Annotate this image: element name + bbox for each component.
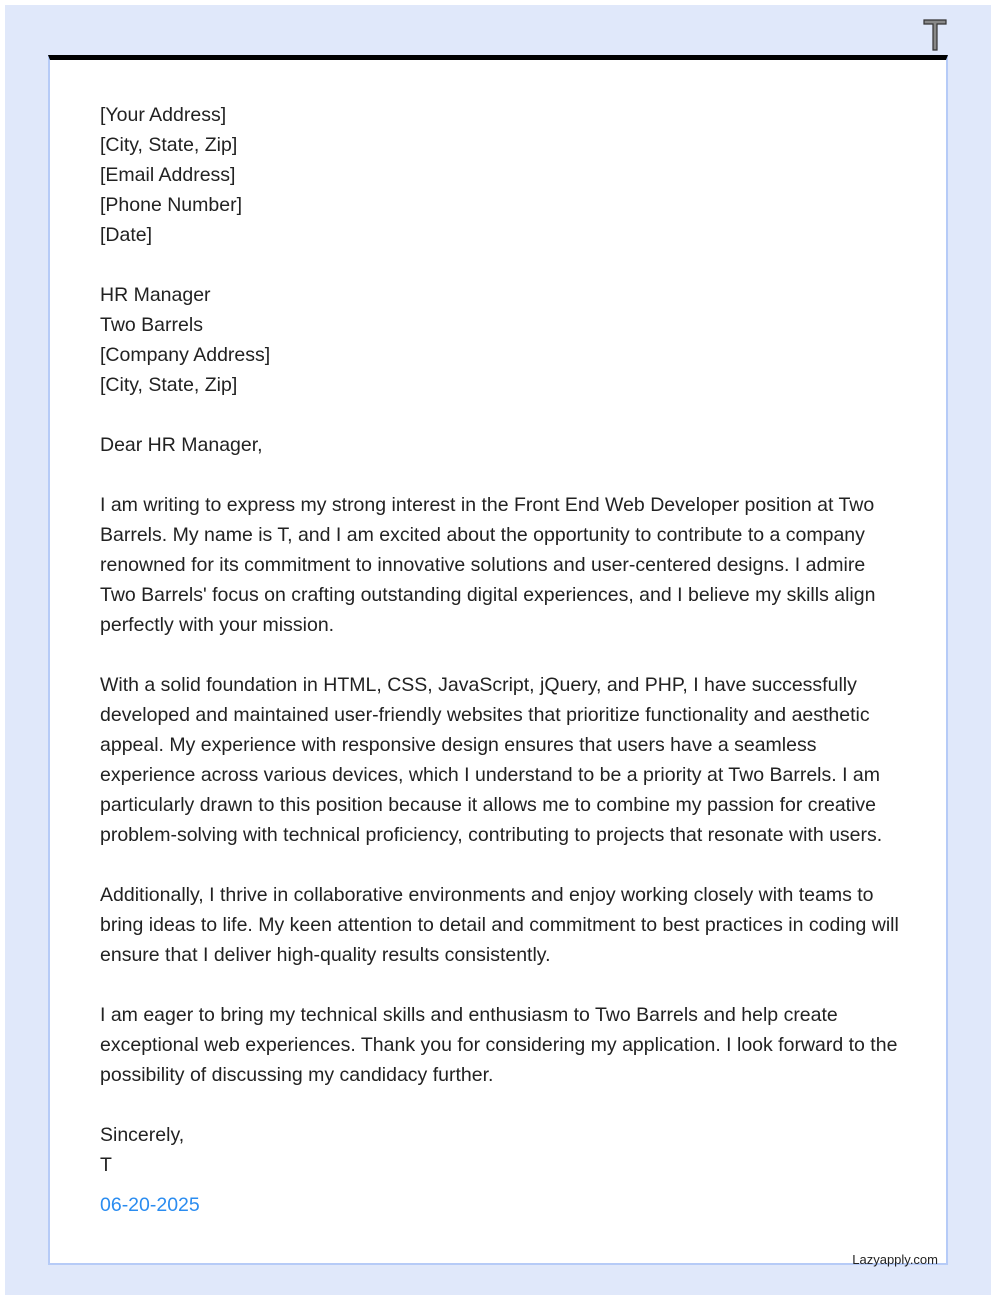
recipient-block bbox=[100, 280, 900, 400]
sender-block bbox=[100, 100, 900, 250]
recipient-company: Two Barrels bbox=[100, 314, 203, 336]
body-paragraph: Additionally, I thrive in collaborative environments and enjoy working closely with teams to bring ideas to life. My keen attention to detail and commitment to best practices in coding will ensure that I deliver high-quality results consistently. bbox=[100, 884, 899, 966]
sender-phone: [Phone Number] bbox=[100, 194, 242, 216]
recipient-address: [Company Address] bbox=[100, 344, 271, 366]
cover-letter-document bbox=[48, 55, 948, 1265]
closing: Sincerely, bbox=[100, 1124, 185, 1146]
body-paragraph: With a solid foundation in HTML, CSS, JavaScript, jQuery, and PHP, I have successfully developed and maintained user-friendly websites that prioritize functionality and aesthetic appeal. My experience with responsive design ensures that users have a seamless experience across various devices, which I understand to be a priority at Two Barrels. I am particularly drawn to this position because it allows me to combine my passion for creative problem-solving with technical proficiency, contributing to projects that resonate with users. bbox=[100, 674, 883, 846]
letter-date: 06-20-2025 bbox=[100, 1194, 200, 1216]
footer-brand: Lazyapply.com bbox=[852, 1252, 938, 1267]
recipient-title: HR Manager bbox=[100, 284, 211, 306]
sender-city: [City, State, Zip] bbox=[100, 134, 238, 156]
sender-address: [Your Address] bbox=[100, 104, 227, 126]
sender-email: [Email Address] bbox=[100, 164, 236, 186]
body-paragraph: I am eager to bring my technical skills and enthusiasm to Two Barrels and help create exceptional web experiences. Thank you for considering my application. I look forward to the possibility of discussing my candidacy further. bbox=[100, 1004, 898, 1086]
body-paragraph: I am writing to express my strong interest in the Front End Web Developer position at Two Barrels. My name is T, and I am excited about the opportunity to contribute to a company renowned for its commitment to innovative solutions and user-centered designs. I admire Two Barrels' focus on crafting outstanding digital experiences, and I believe my skills align perfectly with your mission. bbox=[100, 494, 876, 636]
salutation: Dear HR Manager, bbox=[100, 434, 263, 456]
signature: T bbox=[100, 1154, 112, 1176]
sender-date: [Date] bbox=[100, 224, 153, 246]
recipient-city: [City, State, Zip] bbox=[100, 374, 238, 396]
closing-block bbox=[100, 1120, 900, 1180]
logo-t-icon bbox=[922, 18, 948, 52]
